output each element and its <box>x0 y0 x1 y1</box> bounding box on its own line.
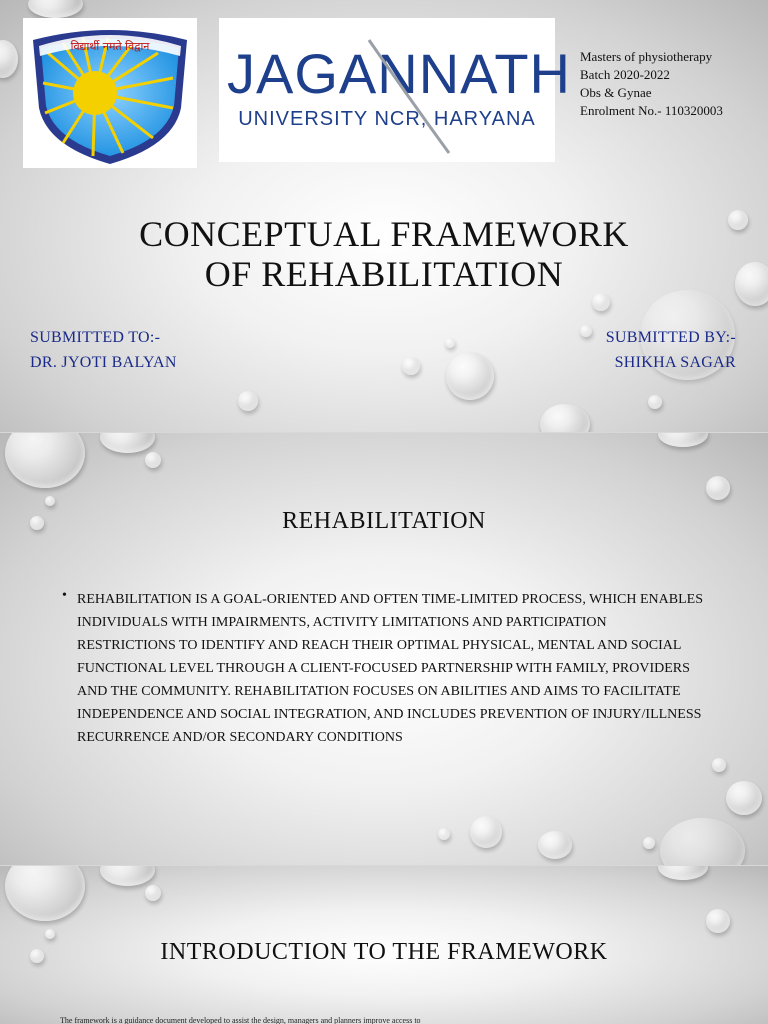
submitted-to-name: DR. JYOTI BALYAN <box>30 354 177 371</box>
water-drop <box>5 433 85 488</box>
water-drop <box>726 781 762 815</box>
info-line: Batch 2020-2022 <box>580 67 670 82</box>
water-drop <box>538 831 572 859</box>
slide-introduction <box>0 866 768 1024</box>
presentation-title <box>0 214 768 294</box>
water-drop <box>706 909 730 933</box>
water-drop <box>438 828 450 840</box>
submitted-to <box>30 325 177 375</box>
title-line-2: OF REHABILITATION <box>204 254 564 294</box>
intro-text: The framework is a guidance document developed to assist the design, managers and planners improve access to <box>60 1016 421 1024</box>
student-info <box>580 48 765 120</box>
water-drop <box>145 885 161 901</box>
info-line: Masters of physiotherapy <box>580 49 713 64</box>
logo-title: JAGANNATH <box>227 42 571 105</box>
water-drop <box>648 395 662 409</box>
water-drop <box>100 866 155 886</box>
university-emblem-logo <box>23 18 197 168</box>
water-drop <box>592 293 610 311</box>
water-drop <box>28 0 83 18</box>
slide-title <box>0 0 768 432</box>
info-line: Enrolment No.- 110320003 <box>580 103 723 118</box>
water-drop <box>658 866 708 880</box>
submitted-to-label: SUBMITTED TO:- <box>30 329 161 346</box>
water-drop <box>238 391 258 411</box>
water-drop <box>540 404 590 432</box>
water-drop <box>45 929 55 939</box>
water-drop <box>643 837 655 849</box>
water-drop <box>445 338 455 348</box>
water-drop <box>100 433 155 453</box>
water-drop <box>145 452 161 468</box>
water-drop <box>0 40 18 78</box>
logo-subtitle: UNIVERSITY NCR, HARYANA <box>238 108 536 130</box>
water-drop <box>658 433 708 447</box>
sun-emblem-icon <box>23 18 197 168</box>
water-drop <box>580 325 592 337</box>
title-line-1: CONCEPTUAL FRAMEWORK <box>139 214 629 254</box>
submitted-by-label: SUBMITTED BY:- <box>605 329 736 346</box>
slide-heading: REHABILITATION <box>282 508 486 534</box>
water-drop <box>470 816 502 848</box>
water-drop <box>5 866 85 921</box>
logo-swoosh-icon <box>219 18 571 162</box>
water-drop <box>706 476 730 500</box>
water-drop <box>446 352 494 400</box>
water-drop <box>660 818 745 865</box>
submitted-by-name: SHIKHA SAGAR <box>614 354 736 371</box>
slide-rehabilitation <box>0 433 768 865</box>
bullet-icon: • <box>62 588 67 603</box>
water-drop <box>402 357 420 375</box>
emblem-motto: विद्यार्थी नमते विद्वान <box>70 40 150 53</box>
slide-heading: INTRODUCTION TO THE FRAMEWORK <box>160 939 608 965</box>
definition-text: REHABILITATION IS A GOAL-ORIENTED AND OFTEN TIME-LIMITED PROCESS, WHICH ENABLES INDIVIDUALS WITH IMPAIRMENTS, ACTIVITY LIMITATIONS AND PARTICIPATION RESTRICTIONS TO IDENTIFY AND REACH THEIR OPTIMAL PHYSICAL, MENTAL AND SOCIAL FUNCTIONAL LEVEL THROUGH A CLIENT-FOCUSED PARTNERSHIP WITH FAMILY, PROVIDERS AND THE COMMUNITY. REHABILITATION FOCUSES ON ABILITIES AND AIMS TO FACILITATE INDEPENDENCE AND SOCIAL INTEGRATION, AND INCLUDES PREVENTION OF INJURY/ILLNESS RECURRENCE AND/OR SECONDARY CONDITIONS <box>77 592 704 745</box>
submitted-by <box>606 325 736 375</box>
jagannath-university-logo <box>219 18 571 162</box>
water-drop <box>712 758 726 772</box>
water-drop <box>45 496 55 506</box>
info-line: Obs & Gynae <box>580 85 652 100</box>
